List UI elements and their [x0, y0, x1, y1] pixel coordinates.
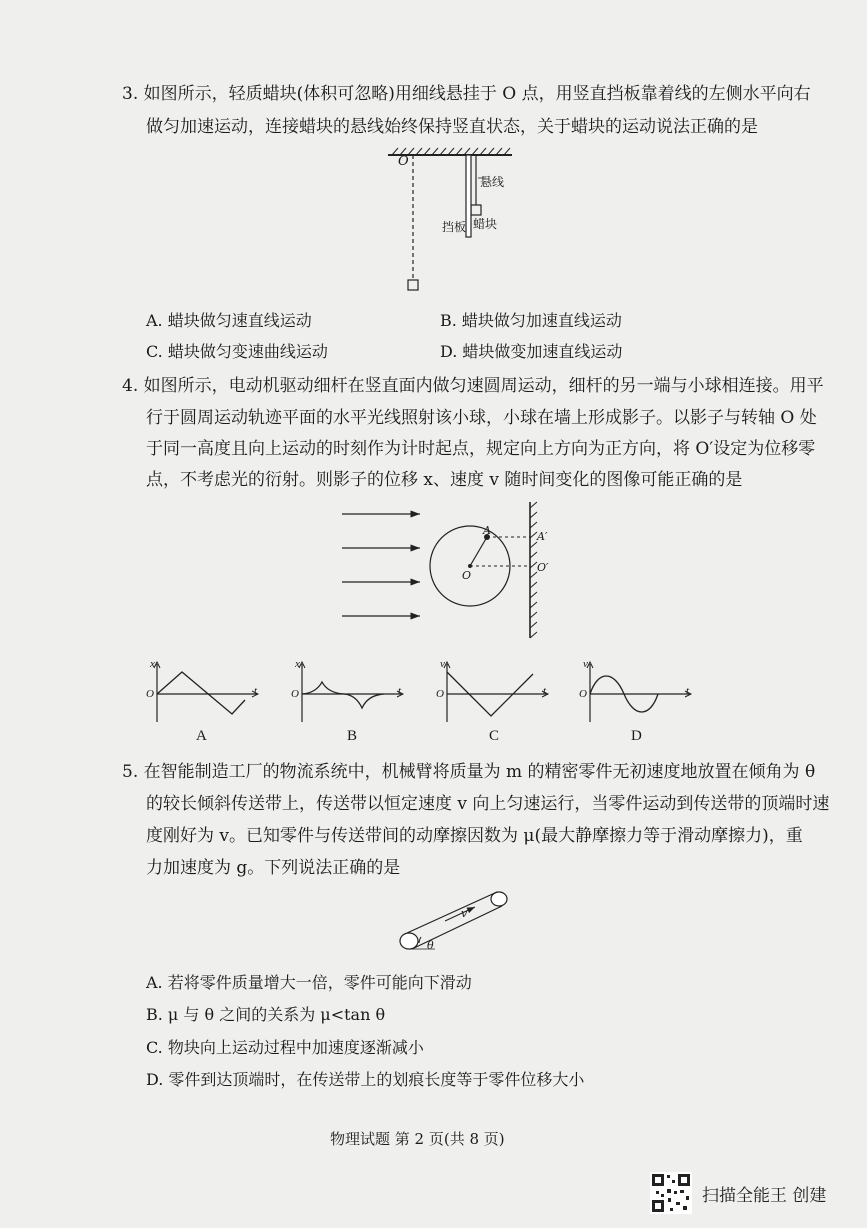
graph-c-yaxis: v — [440, 658, 445, 670]
q4-line3: 于同一高度且向上运动的时刻作为计时起点，规定向上方向为正方向，将 O′设定为位移零 — [146, 439, 816, 459]
q4-line1: 4. 如图所示，电动机驱动细杆在竖直面内做匀速圆周运动，细杆的另一端与小球相连接。用平 — [122, 376, 824, 396]
graph-b-letter: B — [347, 728, 358, 744]
q3-option-d: D. 蜡块做变加速直线运动 — [440, 342, 623, 361]
graph-d-taxis: t — [686, 685, 690, 697]
q5-option-c: C. 物块向上运动过程中加速度逐渐减小 — [146, 1038, 424, 1057]
q4-a-label: A — [483, 524, 491, 537]
graph-a-yaxis: x — [150, 658, 155, 670]
q4-figure — [340, 500, 555, 640]
q4-graph-c — [435, 660, 555, 725]
q4-graph-d — [578, 660, 698, 725]
graph-a-letter: A — [196, 728, 207, 744]
q4-line2: 行于圆周运动轨迹平面的水平光线照射该小球，小球在墙上形成影子。以影子与转轴 O 处 — [146, 408, 817, 428]
graph-c-taxis: t — [543, 685, 547, 697]
q5-figure — [395, 885, 515, 955]
q3-line2: 做匀加速运动，连接蜡块的悬线始终保持竖直状态，关于蜡块的运动说法正确的是 — [146, 117, 758, 137]
q3-string-label: 悬线 — [480, 175, 505, 189]
q3-line1: 3. 如图所示，轻质蜡块(体积可忽略)用细线悬挂于 O 点，用竖直挡板靠着线的左侧水平向右 — [122, 84, 811, 104]
q3-o-label: O — [398, 154, 409, 169]
graph-c-letter: C — [489, 728, 500, 744]
q3-block-label: 蜡块 — [473, 217, 498, 231]
page-footer: 物理试题 第 2 页(共 8 页) — [330, 1130, 505, 1148]
q3-board-label: 挡板 — [442, 220, 467, 234]
q5-option-a: A. 若将零件质量增大一倍，零件可能向下滑动 — [146, 973, 472, 992]
graph-b-yaxis: x — [295, 658, 300, 670]
q4-graph-a — [145, 660, 265, 725]
q4-o2-label: O′ — [537, 561, 549, 574]
q5-theta-label: θ — [427, 939, 434, 952]
q5-line1: 5. 在智能制造工厂的物流系统中，机械臂将质量为 m 的精密零件无初速度地放置在倾角为 θ — [122, 762, 816, 782]
q5-v-label: v — [461, 907, 468, 920]
graph-d-origin: O — [579, 688, 587, 700]
q4-o-label: O — [462, 569, 472, 582]
q3-option-a: A. 蜡块做匀速直线运动 — [146, 311, 312, 330]
graph-a-taxis: t — [254, 685, 258, 697]
q4-a2-label: A′ — [537, 530, 548, 543]
q5-line3: 度刚好为 v。已知零件与传送带间的动摩擦因数为 μ(最大静摩擦力等于滑动摩擦力)，重 — [146, 826, 803, 846]
qr-code-icon — [650, 1172, 692, 1214]
q4-line4: 点，不考虑光的衍射。则影子的位移 x、速度 v 随时间变化的图像可能正确的是 — [146, 470, 743, 490]
q5-line4: 力加速度为 g。下列说法正确的是 — [146, 858, 401, 878]
q3-option-b: B. 蜡块做匀加速直线运动 — [440, 311, 622, 330]
q4-graph-b — [290, 660, 410, 725]
graph-b-origin: O — [291, 688, 299, 700]
graph-c-origin: O — [436, 688, 444, 700]
graph-b-taxis: t — [398, 685, 402, 697]
graph-d-yaxis: v — [583, 658, 588, 670]
q5-option-b: B. μ 与 θ 之间的关系为 μ<tan θ — [146, 1005, 386, 1024]
q5-option-d: D. 零件到达顶端时，在传送带上的划痕长度等于零件位移大小 — [146, 1070, 585, 1089]
q5-line2: 的较长倾斜传送带上，传送带以恒定速度 v 向上匀速运行，当零件运动到传送带的顶端时速 — [146, 794, 830, 814]
graph-a-origin: O — [146, 688, 154, 700]
graph-d-letter: D — [631, 728, 642, 744]
scanner-text: 扫描全能王 创建 — [702, 1185, 827, 1206]
q3-option-c: C. 蜡块做匀变速曲线运动 — [146, 342, 328, 361]
scanner-watermark — [650, 1172, 826, 1214]
